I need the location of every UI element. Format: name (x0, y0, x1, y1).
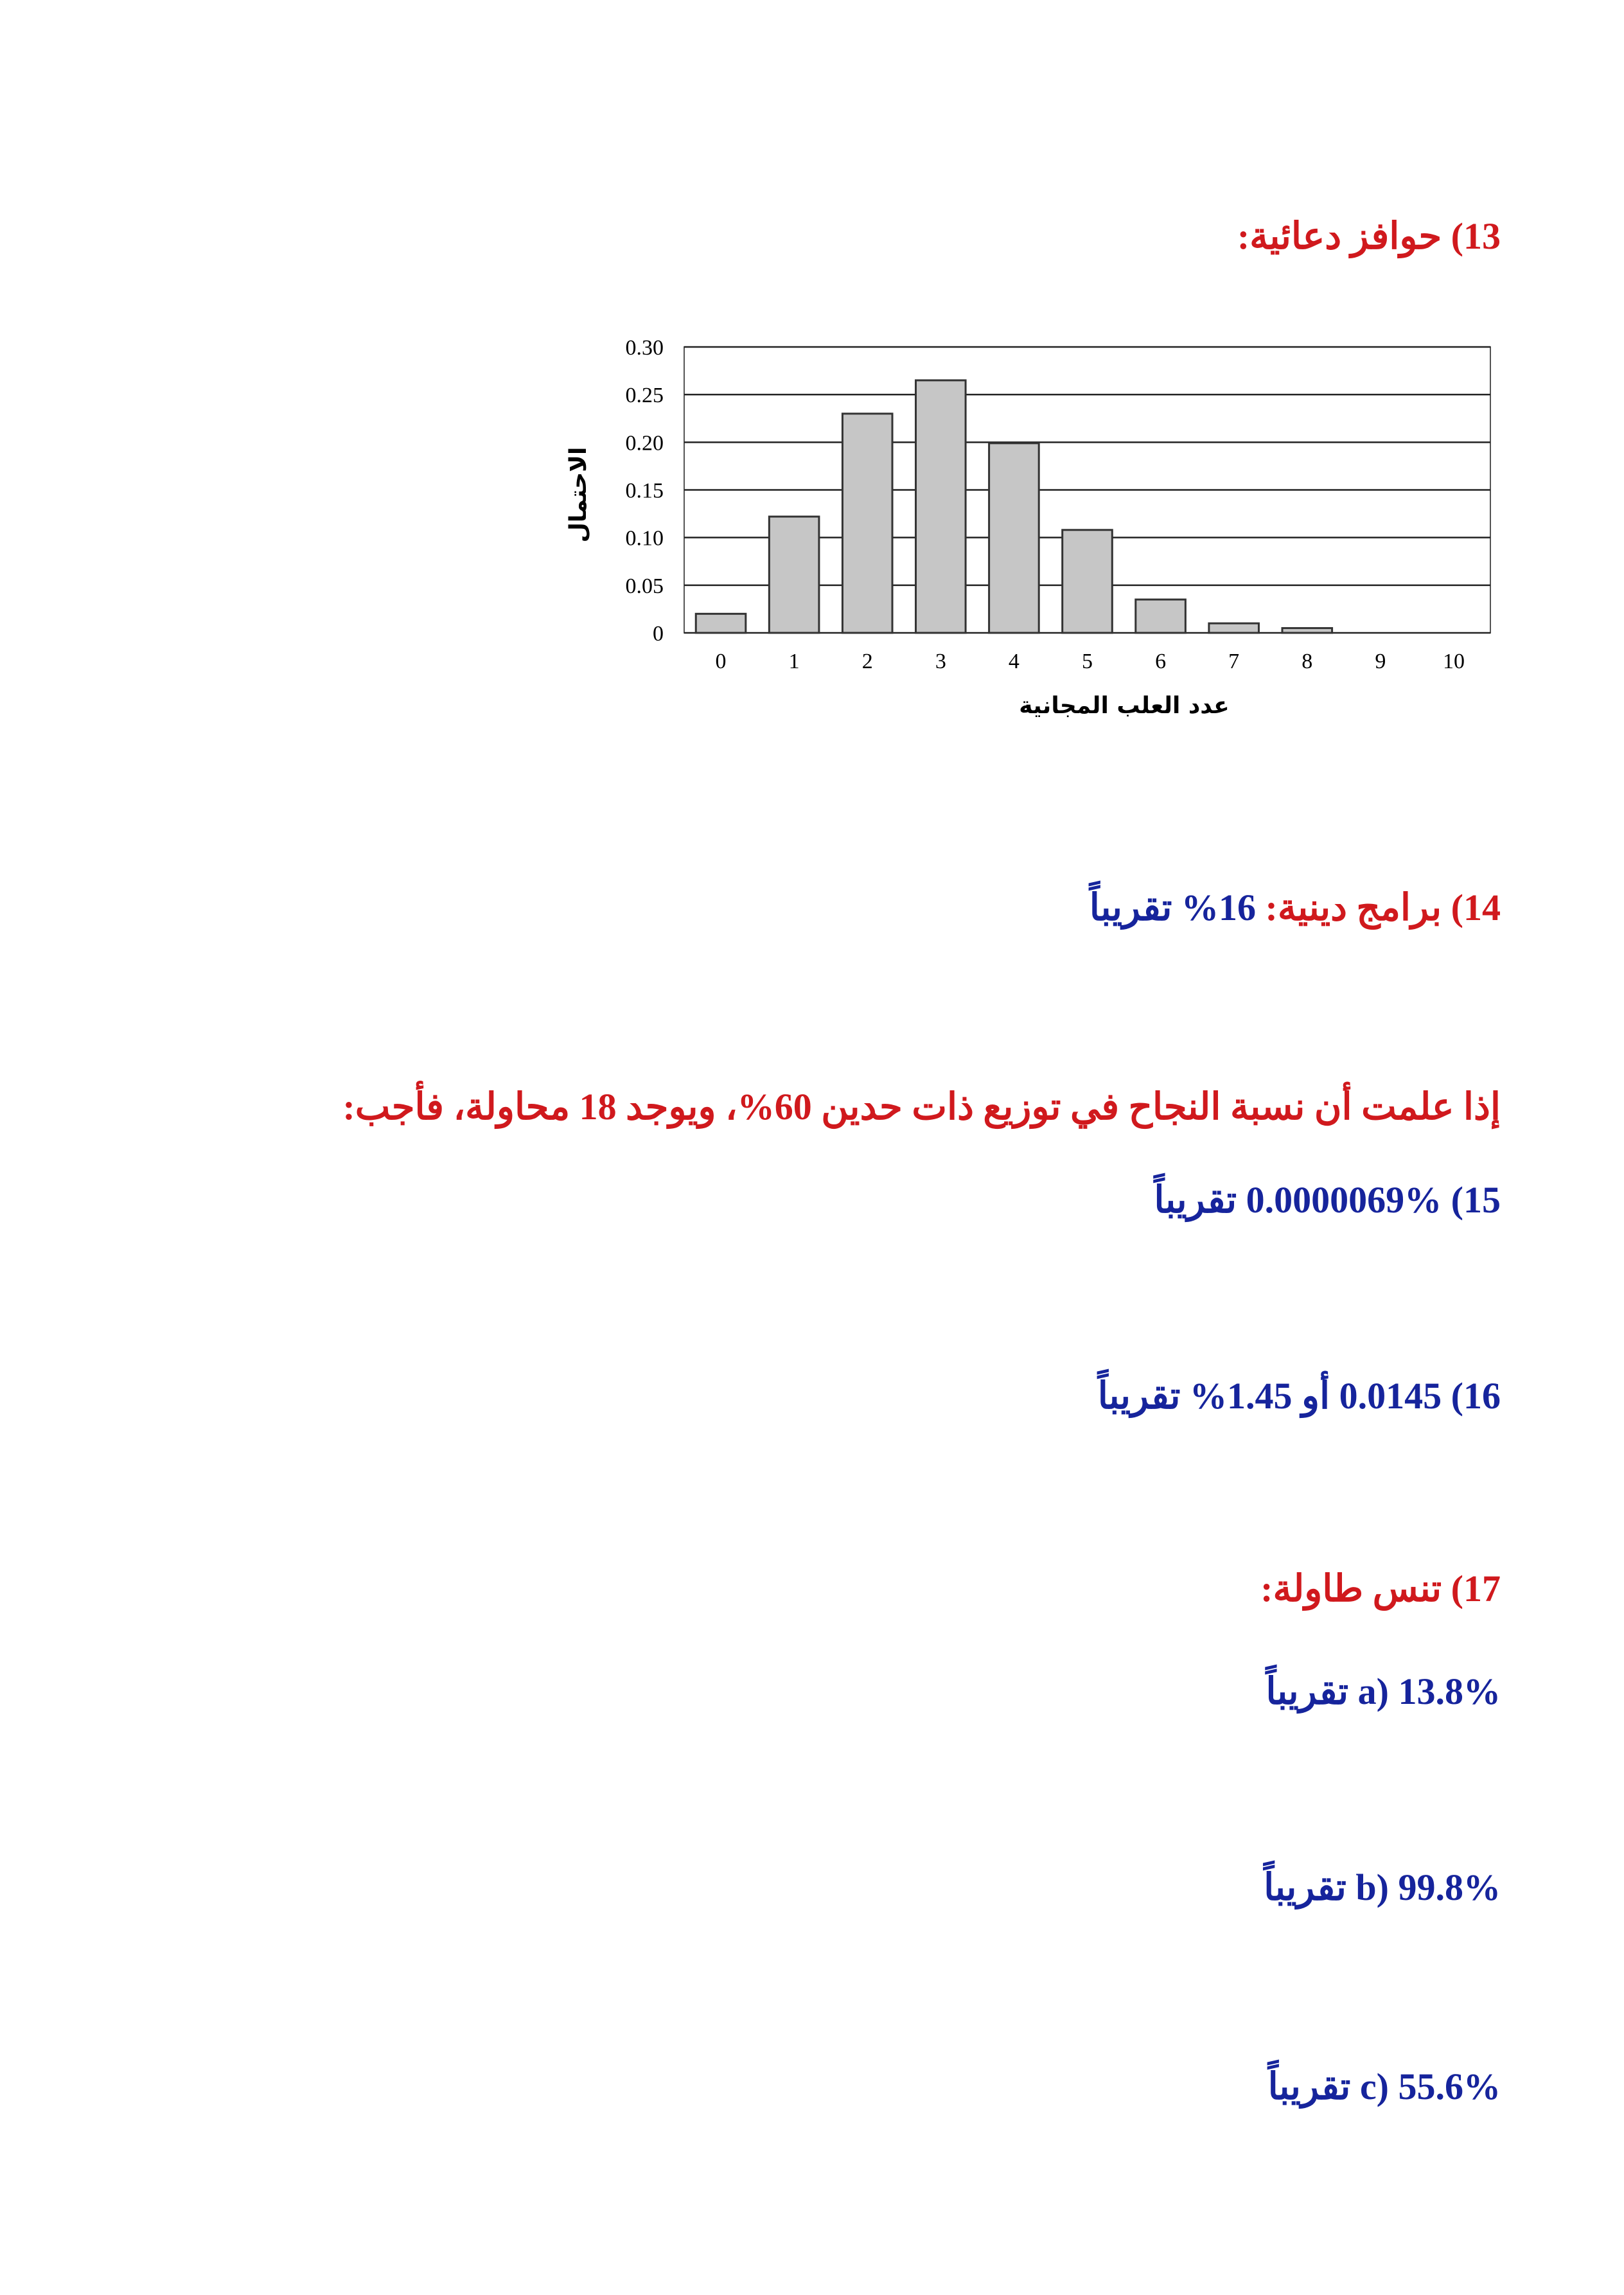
x-tick-label: 6 (1155, 650, 1167, 673)
binomial-intro: إذا علمت أن نسبة النجاح في توزيع ذات حدين 60%، ويوجد 18 محاولة، فأجب: (342, 1086, 1501, 1128)
bar (1282, 628, 1332, 633)
x-tick-label: 8 (1302, 650, 1313, 673)
x-tick-label: 5 (1082, 650, 1093, 673)
x-tick-label: 0 (715, 650, 727, 673)
chart-x-axis-label: عدد العلب المجانية (1019, 693, 1230, 719)
bar (696, 614, 746, 633)
y-tick-label: 0.10 (625, 526, 664, 551)
x-tick-label: 10 (1442, 650, 1465, 673)
x-tick-label: 1 (788, 650, 800, 673)
q17-answer-a: a) 13.8% تقريباً (1266, 1670, 1501, 1712)
y-tick-label: 0.30 (625, 336, 664, 360)
q14-answer: 16% تقريباً (1089, 887, 1257, 928)
q13-heading: 13) حوافز دعائية: (1237, 215, 1501, 257)
chart-x-ticks (716, 650, 1465, 673)
bar (769, 517, 819, 633)
q17-heading: 17) تنس طاولة: (1260, 1568, 1501, 1609)
y-tick-label: 0.25 (625, 384, 664, 408)
q16-answer: 16) 0.0145 أو 1.45% تقريباً (1097, 1375, 1501, 1417)
q15-answer: 15) 0.0000069% تقريباً (1154, 1179, 1501, 1221)
bar (989, 443, 1039, 633)
x-tick-label: 2 (861, 650, 873, 673)
bar (916, 380, 966, 633)
x-tick-label: 9 (1375, 650, 1386, 673)
x-tick-label: 3 (935, 650, 946, 673)
chart-y-ticks (626, 336, 664, 646)
q17-answer-b: b) 99.8% تقريباً (1264, 1866, 1501, 1908)
y-tick-label: 0.05 (625, 574, 664, 598)
x-tick-label: 7 (1228, 650, 1240, 673)
probability-bar-chart (546, 324, 1503, 736)
q14-line (1090, 887, 1501, 930)
bar (842, 414, 892, 633)
q17-answer-c: c) 55.6% تقريباً (1267, 2066, 1501, 2107)
bar (1136, 599, 1186, 633)
bar (1063, 530, 1113, 633)
y-tick-label: 0.20 (625, 431, 664, 456)
y-tick-label: 0.15 (625, 479, 664, 503)
x-tick-label: 4 (1008, 650, 1019, 673)
chart-bars (696, 380, 1332, 633)
y-tick-label: 0 (653, 622, 664, 646)
bar (1209, 623, 1259, 633)
chart-y-axis-label: الاحتمال (565, 447, 592, 543)
q14-heading: 14) برامج دينية: (1265, 887, 1501, 928)
